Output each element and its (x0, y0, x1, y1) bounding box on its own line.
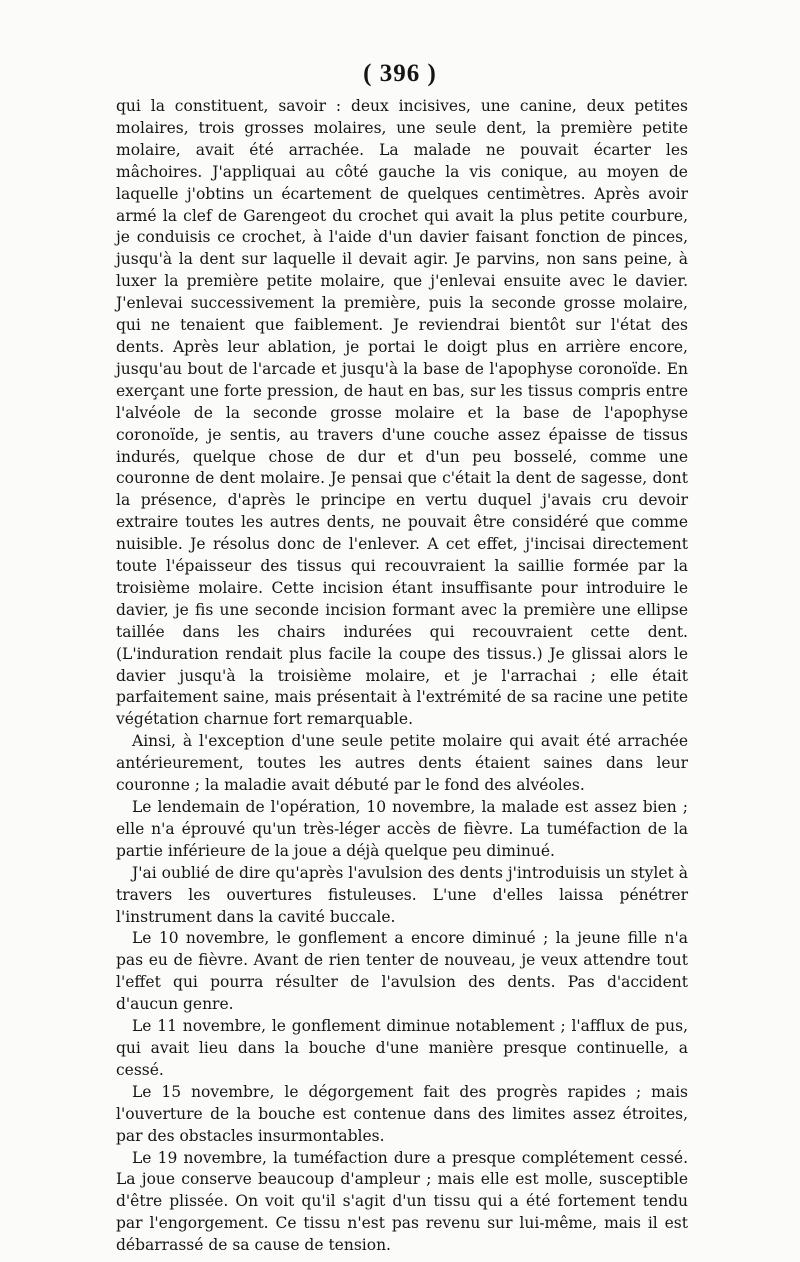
paragraph: Le 19 novembre, la tuméfaction dure a presque complétement cessé. La joue conserve beaucoup d'ampleur ; mais elle est molle, susceptible d'être plissée. On voit qu'il s'agit d'un tissu qui a été fortement tendu par l'engorgement. Ce tissu n'est pas revenu sur lui-même, mais il est débarrassé de sa cause de tension. (116, 1148, 688, 1255)
paragraph: qui la constituent, savoir : deux incisives, une canine, deux petites molaires, trois grosses molaires, une seule dent, la première petite molaire, avait été arrachée. La malade ne pouvait écarter les mâchoires. J'appliquai au côté gauche la vis conique, au moyen de laquelle j'obtins un écartement de quelques centimètres. Après avoir armé la clef de Garengeot du crochet qui avait la plus petite courbure, je conduisis ce crochet, à l'aide d'un davier faisant fonction de pinces, jusqu'à la dent sur laquelle il devait agir. Je parvins, non sans peine, à luxer la première petite molaire, que j'enlevai ensuite avec le davier. J'enlevai successivement la première, puis la seconde grosse molaire, qui ne tenaient que faiblement. Je reviendrai bientôt sur l'état des dents. Après leur ablation, je portai le doigt plus en arrière encore, jusqu'au bout de l'arcade et jusqu'à la base de l'apophyse coronoïde. En exerçant une forte pression, de haut en bas, sur les tissus compris entre l'alvéole de la seconde grosse molaire et la base de l'apophyse coronoïde, je sentis, au travers d'une couche assez épaisse de tissus indurés, quelque chose de dur et d'un peu bosselé, comme une couronne de dent molaire. Je pensai que c'était la dent de sagesse, dont la présence, d'après le principe en vertu duquel j'avais cru devoir extraire toutes les autres dents, ne pouvait être considéré que comme nuisible. Je résolus donc de l'enlever. A cet effet, j'incisai directement toute l'épaisseur des tissus qui recouvraient la saillie formée par la troisième molaire. Cette incision étant insuffisante pour introduire le davier, je fis une seconde incision formant avec la première une ellipse taillée dans les chairs indurées qui recouvraient cette dent. (L'induration rendait plus facile la coupe des tissus.) Je glissai alors le davier jusqu'à la troisième molaire, et je l'arrachai ; elle était parfaitement saine, mais présentait à l'extrémité de sa racine une petite végétation charnue fort remarquable. (116, 97, 688, 729)
paragraph: Le 15 novembre, le dégorgement fait des progrès rapides ; mais l'ouverture de la bouche est contenue dans des limites assez étroites, par des obstacles insurmontables. (116, 1082, 688, 1145)
paragraph: Ainsi, à l'exception d'une seule petite molaire qui avait été arrachée antérieurement, toutes les autres dents étaient saines dans leur couronne ; la maladie avait débuté par le fond des alvéoles. (116, 732, 688, 795)
paragraph: Le 10 novembre, le gonflement a encore diminué ; la jeune fille n'a pas eu de fièvre. Avant de rien tenter de nouveau, je veux attendre tout l'effet qui pourra résulter de l'avulsion des dents. Pas d'accident d'aucun genre. (116, 929, 688, 1014)
body-text (116, 96, 688, 1257)
paragraph: Le 11 novembre, le gonflement diminue notablement ; l'afflux de pus, qui avait lieu dans la bouche d'une manière presque continuelle, a cessé. (116, 1017, 688, 1079)
paragraph: Le lendemain de l'opération, 10 novembre, la malade est assez bien ; elle n'a éprouvé qu'un très-léger accès de fièvre. La tuméfaction de la partie inférieure de la joue a déjà quelque peu diminué. (116, 798, 688, 860)
paragraph: J'ai oublié de dire qu'après l'avulsion des dents j'introduisis un stylet à travers les ouvertures fistuleuses. L'une d'elles laissa pénétrer l'instrument dans la cavité buccale. (116, 863, 688, 926)
page-number: ( 396 ) (363, 60, 437, 87)
